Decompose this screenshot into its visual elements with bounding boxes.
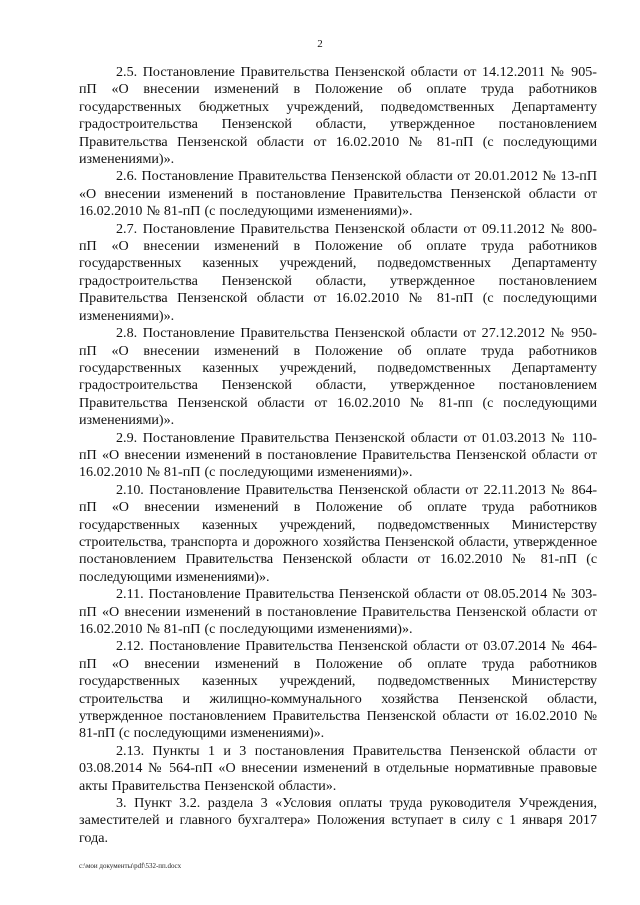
paragraph-2-7: 2.7. Постановление Правительства Пензенской области от 09.11.2012 № 800-пП «О внесении изменений в Положение об оплате труда работников государственных казенных учреждений, подведомственных Департаменту градостроительства Пензенской области, утвержденное постановлением Правительства Пензенской области от 16.02.2010 № 81-пП (с последующими изменениями)».: [79, 220, 597, 324]
paragraph-2-11: 2.11. Постановление Правительства Пензенской области от 08.05.2014 № 303-пП «О внесении изменений в постановление Правительства Пензенской области от 16.02.2010 № 81-пП (с последующими изменениями)».: [79, 586, 597, 637]
page-number: 2: [317, 38, 323, 50]
paragraph-2-8: 2.8. Постановление Правительства Пензенской области от 27.12.2012 № 950-пП «О внесении изменений в Положение об оплате труда работников государственных казенных учреждений, подведомственных Департаменту градостроительства Пензенской области, утвержденное постановлением Правительства Пензенской области от 16.02.2010 № 81-пп (с последующими изменениями)».: [79, 325, 597, 429]
paragraph-2-10: 2.10. Постановление Правительства Пензенской области от 22.11.2013 № 864-пП «О внесении изменений в Положение об оплате труда работников государственных казенных учреждений, подведомственных Министерству строительства, транспорта и дорожного хозяйства Пензенской области, утвержденное постановлением Правительства Пензенской области от 16.02.2010 № 81-пП (с последующими изменениями)».: [79, 481, 597, 585]
document-body: [79, 64, 597, 847]
paragraph-2-5: 2.5. Постановление Правительства Пензенской области от 14.12.2011 № 905-пП «О внесении изменений в Положение об оплате труда работников государственных бюджетных учреждений, подведомственных Департаменту градостроительства Пензенской области, утвержденное постановлением Правительства Пензенской области от 16.02.2010 № 81-пП (с последующими изменениями)».: [79, 64, 597, 168]
paragraph-3: 3. Пункт 3.2. раздела 3 «Условия оплаты труда руководителя Учреждения, заместителей и главного бухгалтера» Положения вступает в силу с 1 января 2017 года.: [79, 795, 597, 846]
paragraph-2-12: 2.12. Постановление Правительства Пензенской области от 03.07.2014 № 464-пП «О внесении изменений в Положение об оплате труда работников государственных казенных учреждений, подведомственных Министерству строительства и жилищно-коммунального хозяйства Пензенской области, утвержденное постановлением Правительства Пензенской области от 16.02.2010 № 81-пП (с последующими изменениями)».: [79, 638, 597, 742]
paragraph-2-6: 2.6. Постановление Правительства Пензенской области от 20.01.2012 № 13-пП «О внесении изменений в постановление Правительства Пензенской области от 16.02.2010 № 81-пП (с последующими изменениями)».: [79, 168, 597, 220]
footer-file-path: c:\мои документы\pdf\532-пп.docx: [79, 862, 182, 870]
paragraph-2-13: 2.13. Пункты 1 и 3 постановления Правительства Пензенской области от 03.08.2014 № 564-пП «О внесении изменений в отдельные нормативные правовые акты Правительства Пензенской области».: [79, 742, 597, 794]
paragraph-2-9: 2.9. Постановление Правительства Пензенской области от 01.03.2013 № 110-пП «О внесении изменений в постановление Правительства Пензенской области от 16.02.2010 № 81-пП (с последующими изменениями)».: [79, 429, 597, 481]
